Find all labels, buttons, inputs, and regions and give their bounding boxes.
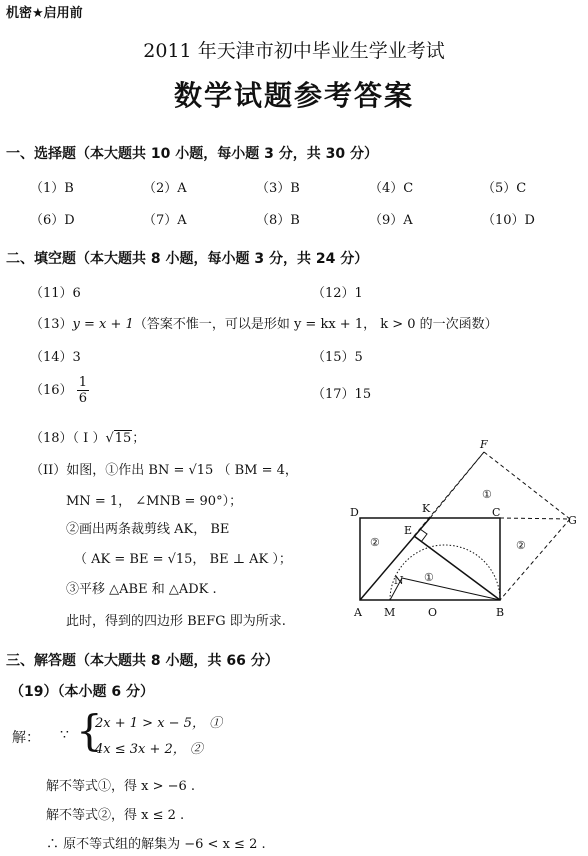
solution-conclusion: ∴ 原不等式组的解集为 −6 < x ≤ 2 .	[46, 837, 266, 852]
fraction	[77, 375, 89, 406]
part2-line: ③平移 △ABE 和 △ADK .	[66, 582, 217, 597]
choice-answer: （7）A	[143, 213, 187, 228]
choice-answer: （1）B	[30, 181, 74, 196]
label-f: F	[480, 438, 488, 451]
system-brace: {	[76, 706, 103, 755]
fill-answer-12: （12）1	[312, 286, 363, 301]
fill-answer-18-part1	[30, 427, 145, 446]
label-o: O	[428, 606, 438, 619]
choice-answer: （10）D	[482, 213, 535, 228]
exam-title: 2011 年天津市初中毕业生学业考试	[143, 40, 445, 62]
section1-heading: 一、选择题（本大题共 10 小题，每小题 3 分，共 30 分）	[6, 146, 378, 162]
choice-answer: （6）D	[30, 213, 75, 228]
choice-answer: （8）B	[256, 213, 300, 228]
geometry-figure	[346, 436, 582, 622]
region-label: ②	[516, 539, 526, 552]
because-symbol: ∵	[60, 727, 69, 743]
solution-line: 解不等式②，得 x ≤ 2 .	[46, 808, 185, 823]
choice-answer: （4）C	[369, 181, 414, 196]
label-a: A	[354, 606, 362, 619]
rectangle-abcd	[360, 518, 500, 600]
part2-line: （ AK = BE = √15， BE ⊥ AK ）；	[74, 552, 292, 567]
fill-answer-16	[30, 375, 89, 406]
label-d: D	[350, 506, 359, 519]
label-k: K	[422, 502, 431, 515]
part2-line: （II）如图，①作出 BN = √15 （ BM = 4，	[30, 463, 298, 478]
dashed-cg	[500, 518, 570, 519]
fill-answer-16-label: （16）	[30, 383, 73, 398]
solve-label: 解：	[12, 730, 40, 746]
region-label: ②	[370, 536, 380, 549]
region-label: ①	[482, 488, 492, 501]
label-m: M	[384, 606, 396, 619]
fill-answer-13-label: （13）	[30, 317, 73, 332]
fill-answer-18-label: （18）（ I ）	[30, 431, 106, 446]
fraction-denominator: 6	[78, 391, 87, 406]
part2-line: MN = 1， ∠MNB = 90°）；	[66, 494, 243, 509]
label-b: B	[496, 606, 505, 619]
label-e: E	[404, 524, 413, 537]
fraction-numerator: 1	[78, 375, 87, 390]
inequality-1: 2x + 1 > x − 5， ①	[95, 716, 223, 731]
semicircle-arc	[390, 545, 500, 600]
choice-answer: （2）A	[143, 181, 187, 196]
inequality-2: 4x ≤ 3x + 2， ②	[95, 742, 203, 757]
choice-answer: （3）B	[256, 181, 300, 196]
label-c: C	[492, 506, 501, 519]
label-n: N	[394, 574, 404, 587]
fill-answer-13-expr: y = x + 1	[72, 317, 134, 332]
fill-answer-13	[30, 313, 498, 332]
section2-heading: 二、填空题（本大题共 8 小题，每小题 3 分，共 24 分）	[6, 251, 369, 267]
fill-answer-11: （11）6	[30, 286, 81, 301]
label-g: G	[568, 514, 577, 527]
right-angle-mark	[420, 529, 427, 542]
confidential-label: 机密★启用前	[6, 6, 83, 21]
dashed-kf	[430, 452, 484, 518]
question-19-heading: （19）（本小题 6 分）	[10, 684, 154, 700]
section3-heading: 三、解答题（本大题共 8 小题，共 66 分）	[6, 653, 279, 669]
cut-line-ak	[360, 518, 430, 600]
region-label: ①	[424, 571, 434, 584]
sqrt-sign: √	[105, 431, 114, 446]
sqrt-radicand: 15	[114, 431, 132, 446]
part2-line: ②画出两条裁剪线 AK， BE	[66, 522, 230, 537]
fill-answer-14: （14）3	[30, 350, 81, 365]
fill-answer-18-end: ；	[132, 431, 146, 446]
dashed-gb	[500, 519, 570, 600]
solution-line: 解不等式①，得 x > −6 .	[46, 779, 196, 794]
fill-answer-17: （17）15	[312, 387, 372, 402]
choice-answer: （5）C	[482, 181, 527, 196]
choice-answer: （9）A	[369, 213, 413, 228]
answer-key-title: 数学试题参考答案	[173, 79, 414, 112]
fill-answer-13-note: （答案不惟一，可以是形如 y = kx + 1， k > 0 的一次函数）	[133, 317, 498, 332]
fill-answer-15: （15）5	[312, 350, 363, 365]
part2-line: 此时，得到的四边形 BEFG 即为所求.	[66, 614, 286, 629]
